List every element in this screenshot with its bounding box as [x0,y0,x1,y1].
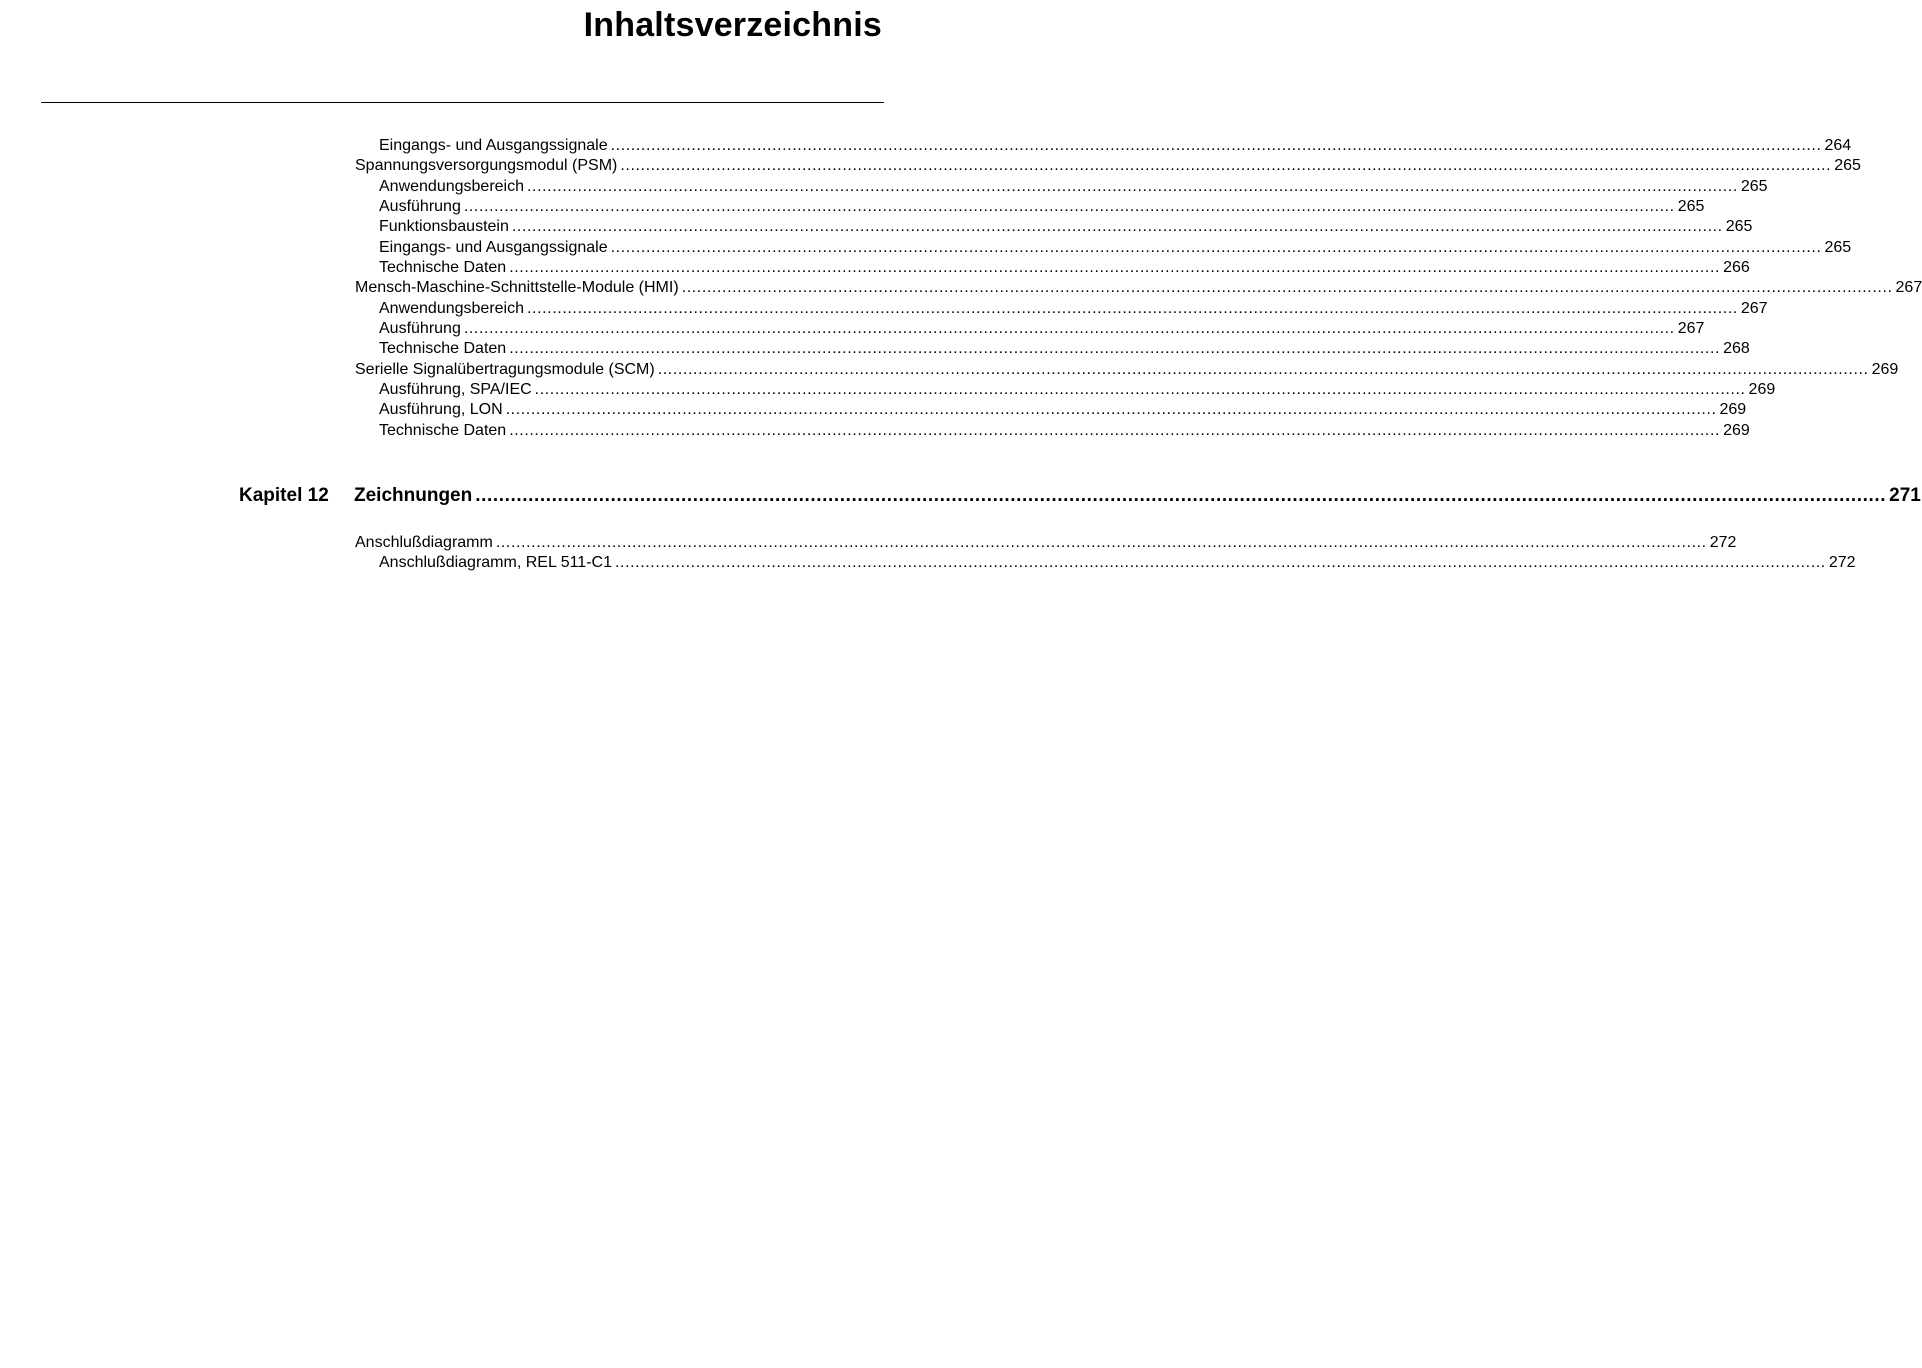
toc-entry-label: Anwendungsbereich [379,177,524,195]
toc-entry[interactable] [379,339,1750,359]
toc-entry-page: 266 [1723,258,1750,276]
toc-entry-label: Technische Daten [379,258,507,276]
toc-entry[interactable] [379,421,1750,441]
header-rule [41,102,884,103]
toc-entry-page: 265 [1824,238,1852,256]
toc-entry-page: 265 [1725,218,1753,236]
toc-entry-label: Serielle Signalübertragungsmodule (SCM) [355,360,655,378]
leader-dots: ................................................................................................................................................................................................................................................ [620,157,1832,175]
toc-entry[interactable] [379,177,1768,197]
toc-entry-page: 272 [1828,554,1856,572]
leader-dots: ................................................................................................................................................................................................................................................ [681,279,1893,297]
toc-entry-page: 267 [1740,299,1768,317]
toc-entry-label: Eingangs- und Ausgangssignale [379,238,608,256]
toc-entry-label: Ausführung [379,197,461,215]
toc-entry-page: 269 [1719,401,1747,419]
toc-entry-page: 267 [1895,279,1922,297]
leader-dots: ................................................................................................................................................................................................................................................ [610,137,1822,154]
leader-dots: ................................................................................................................................................................................................................................................ [495,534,1707,551]
chapter-page: 271 [1889,485,1921,506]
toc-entry[interactable] [355,360,1899,380]
toc-entry-label: Ausführung [379,319,461,337]
chapter-number: Kapitel 12 [239,485,329,506]
toc-entry-label: Spannungsversorgungsmodul (PSM) [355,157,618,175]
toc-entry[interactable] [379,380,1776,400]
toc-entry-page: 265 [1677,197,1705,215]
toc-entry-page: 267 [1677,319,1705,337]
leader-dots: ................................................................................................................................................................................................................................................ [509,258,1721,276]
leader-dots: ................................................................................................................................................................................................................................................ [509,340,1721,358]
leader-dots: ................................................................................................................................................................................................................................................ [511,218,1723,236]
leader-dots: ................................................................................................................................................................................................................................................ [475,485,1887,506]
toc-entry-page: 265 [1834,157,1861,175]
toc-entry[interactable] [379,238,1852,258]
page-title: Inhaltsverzeichnis [583,6,882,44]
toc-entry-label: Ausführung, SPA/IEC [379,380,532,398]
toc-entry-label: Technische Daten [379,340,507,358]
leader-dots: ................................................................................................................................................................................................................................................ [534,380,1746,398]
leader-dots: ................................................................................................................................................................................................................................................ [509,421,1721,439]
toc-entry[interactable] [379,258,1750,278]
toc-entry[interactable] [379,400,1747,420]
chapter-heading[interactable] [239,484,1921,508]
toc-entry-label: Anwendungsbereich [379,299,524,317]
leader-dots: ................................................................................................................................................................................................................................................ [527,299,1738,317]
toc-entry-page: 269 [1748,380,1776,398]
chapter-row [354,484,1921,508]
toc-entry-page: 268 [1723,340,1750,358]
toc-entry[interactable] [379,319,1705,339]
toc-entry-page: 264 [1824,137,1852,154]
toc-entry[interactable] [355,156,1861,176]
leader-dots: ................................................................................................................................................................................................................................................ [610,238,1822,256]
toc-entry[interactable] [379,197,1705,217]
toc-entry-page: 269 [1723,421,1750,439]
toc-entry[interactable] [355,278,1922,298]
toc-entry[interactable] [379,553,1856,573]
toc-entry-label: Anschlußdiagramm [355,534,493,551]
toc-entry-label: Anschlußdiagramm, REL 511-C1 [379,554,612,572]
toc-entry-label: Eingangs- und Ausgangssignale [379,137,608,154]
toc-entry-label: Mensch-Maschine-Schnittstelle-Module (HMI) [355,279,679,297]
leader-dots: ................................................................................................................................................................................................................................................ [463,197,1675,215]
leader-dots: ................................................................................................................................................................................................................................................ [657,360,1869,378]
toc-entry[interactable] [355,533,1737,553]
toc-entry-label: Ausführung, LON [379,401,503,419]
toc-entry-label: Technische Daten [379,421,507,439]
toc-entry[interactable] [379,136,1852,156]
leader-dots: ................................................................................................................................................................................................................................................ [614,554,1826,572]
toc-entry[interactable] [379,299,1768,319]
toc-entry-page: 265 [1740,177,1768,195]
chapter-title: Zeichnungen [354,485,473,506]
leader-dots: ................................................................................................................................................................................................................................................ [527,177,1738,195]
toc-entry[interactable] [379,217,1753,237]
toc-entry-page: 272 [1709,534,1737,551]
leader-dots: ................................................................................................................................................................................................................................................ [463,319,1675,337]
toc-entry-page: 269 [1871,360,1899,378]
leader-dots: ................................................................................................................................................................................................................................................ [505,401,1717,419]
toc-entry-label: Funktionsbaustein [379,218,509,236]
